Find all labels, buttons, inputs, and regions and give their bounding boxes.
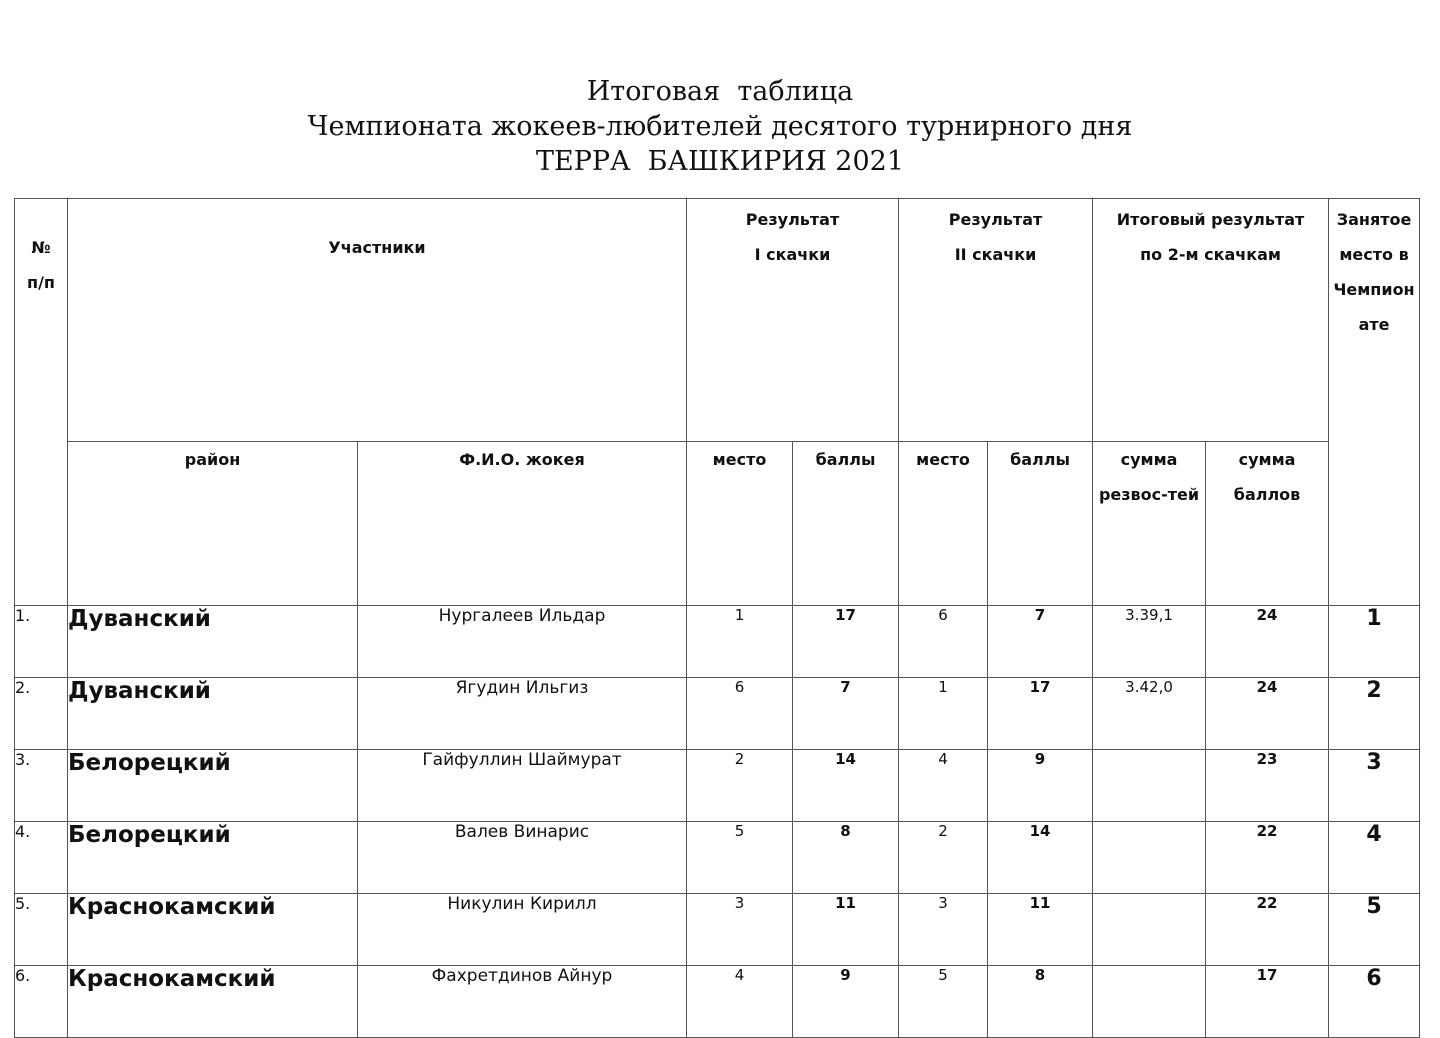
race1-points-cell: 11 [793,894,899,966]
sum-points-cell: 22 [1206,894,1329,966]
row-number: 1. [15,606,68,678]
row-number: 3. [15,750,68,822]
results-table [14,198,1420,1038]
district-cell: Белорецкий [68,822,358,894]
race1-place-cell: 1 [687,606,793,678]
race1-place-cell: 6 [687,678,793,750]
district-cell: Краснокамский [68,894,358,966]
district-cell: Дуванский [68,606,358,678]
race1-place-cell: 3 [687,894,793,966]
jockey-name-cell: Ягудин Ильгиз [358,678,687,750]
header-total-result: Итоговый результат по 2-м скачкам [1093,199,1329,442]
race2-points-cell: 11 [988,894,1093,966]
jockey-name-cell: Никулин Кирилл [358,894,687,966]
race2-place-cell: 2 [899,822,988,894]
header-championship-place: Занятое место в Чемпион ате [1329,199,1420,606]
table-row [15,750,1420,822]
table-row [15,678,1420,750]
championship-place-cell: 2 [1329,678,1420,750]
title-line-1: Итоговая таблица [586,76,854,107]
row-number: 4. [15,822,68,894]
jockey-name-cell: Валев Винарис [358,822,687,894]
district-cell: Белорецкий [68,750,358,822]
race1-place-cell: 5 [687,822,793,894]
header-sum-points: сумма баллов [1206,442,1329,606]
race2-place-cell: 3 [899,894,988,966]
header-jockey-name: Ф.И.О. жокея [358,442,687,606]
jockey-name-cell: Фахретдинов Айнур [358,966,687,1038]
race2-points-cell: 8 [988,966,1093,1038]
header-race2-place: место [899,442,988,606]
sum-times-cell [1093,822,1206,894]
jockey-name-cell: Нургалеев Ильдар [358,606,687,678]
race1-points-cell: 8 [793,822,899,894]
header-race1-points: баллы [793,442,899,606]
sum-times-cell [1093,894,1206,966]
race2-place-cell: 5 [899,966,988,1038]
table-row [15,606,1420,678]
header-race1-place: место [687,442,793,606]
race2-place-cell: 6 [899,606,988,678]
district-cell: Дуванский [68,678,358,750]
championship-place-cell: 4 [1329,822,1420,894]
sum-points-cell: 23 [1206,750,1329,822]
row-number: 2. [15,678,68,750]
championship-place-cell: 6 [1329,966,1420,1038]
header-sum-times: сумма резвос-тей [1093,442,1206,606]
header-number: № п/п [15,199,68,606]
championship-place-cell: 3 [1329,750,1420,822]
district-cell: Краснокамский [68,966,358,1038]
sum-points-cell: 24 [1206,606,1329,678]
race2-points-cell: 9 [988,750,1093,822]
sum-times-cell: 3.39,1 [1093,606,1206,678]
title-line-3: ТЕРРА БАШКИРИЯ 2021 [535,146,905,177]
title-line-2: Чемпионата жокеев-любителей десятого турнирного дня [307,111,1133,142]
row-number: 5. [15,894,68,966]
table-row [15,966,1420,1038]
document-title [0,74,1440,179]
header-participants: Участники [68,199,687,442]
sum-points-cell: 17 [1206,966,1329,1038]
sum-times-cell [1093,966,1206,1038]
race1-points-cell: 17 [793,606,899,678]
race1-points-cell: 7 [793,678,899,750]
race2-points-cell: 14 [988,822,1093,894]
table-row [15,822,1420,894]
sum-points-cell: 24 [1206,678,1329,750]
row-number: 6. [15,966,68,1038]
sum-times-cell [1093,750,1206,822]
header-race-1: Результат I скачки [687,199,899,442]
championship-place-cell: 1 [1329,606,1420,678]
race2-points-cell: 7 [988,606,1093,678]
race1-place-cell: 4 [687,966,793,1038]
race1-place-cell: 2 [687,750,793,822]
header-race-2: Результат II скачки [899,199,1093,442]
header-district: район [68,442,358,606]
header-race2-points: баллы [988,442,1093,606]
race1-points-cell: 9 [793,966,899,1038]
race1-points-cell: 14 [793,750,899,822]
race2-place-cell: 4 [899,750,988,822]
race2-place-cell: 1 [899,678,988,750]
jockey-name-cell: Гайфуллин Шаймурат [358,750,687,822]
table-row [15,894,1420,966]
race2-points-cell: 17 [988,678,1093,750]
sum-points-cell: 22 [1206,822,1329,894]
sum-times-cell: 3.42,0 [1093,678,1206,750]
championship-place-cell: 5 [1329,894,1420,966]
